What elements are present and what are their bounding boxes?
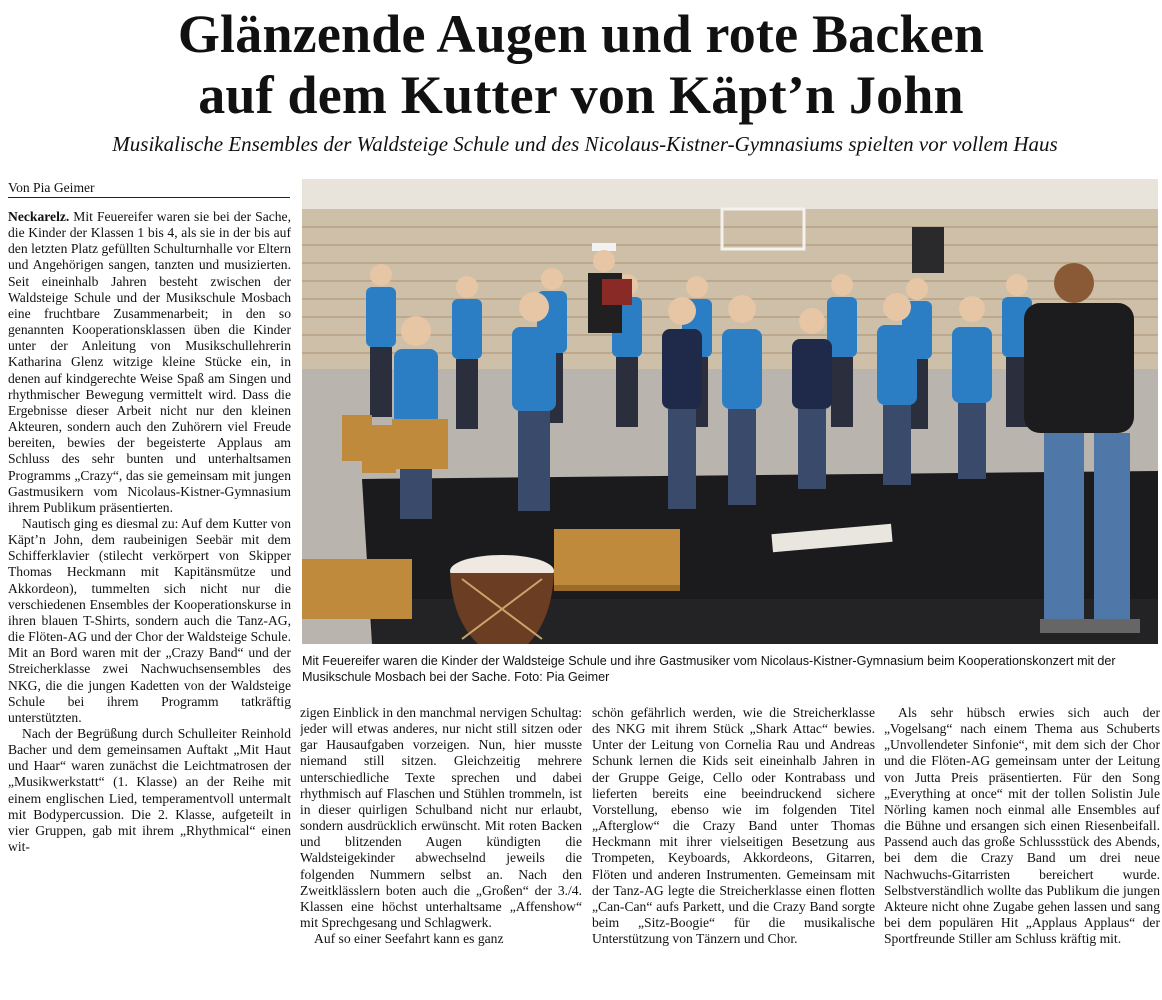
paragraph: schön gefährlich werden, wie die Streicherklasse des NKG mit ihrem Stück „Shark Attac“ bewies. Unter der Leitung von Cornelia Rau und Andreas Schunk lernen die Kids seit eineinhalb Jahren in der Gruppe Geige, Cello oder Kontrabass und lieferten bereits eine beeindruckend sichere Vorstellung, ebenso wie im folgenden Titel „Afterglow“ die Crazy Band unter Thomas Heckmann mit ihrer vielseitigen Besetzung aus Trompeten, Keyboards, Akkordeons, Gitarren, Flöten und anderen Instrumenten. Gemeinsam mit der Tanz-AG legte die Streicherklasse einen flotten „Can-Can“ aufs Parkett, und die Crazy Band sorgte beim „Sitz-Boogie“ für die musikalische Unterstützung von Tänzern und Chor. bbox=[592, 705, 875, 947]
subheadline: Musikalische Ensembles der Waldsteige Schule und des Nicolaus-Kistner-Gymnasiums spielten vor vollem Haus bbox=[112, 132, 1058, 156]
paragraph: Auf so einer Seefahrt kann es ganz bbox=[314, 931, 504, 947]
headline bbox=[0, 4, 1162, 126]
photo-credit: Foto: Pia Geimer bbox=[514, 670, 610, 684]
headline-line-2: auf dem Kutter von Käpt’n John bbox=[198, 65, 964, 125]
article-column-4 bbox=[884, 705, 1160, 999]
paragraph: zigen Einblick in den manchmal nervigen Schultag: jeder will etwas anderes, nur nicht still sitzen oder gar Hausaufgaben vorzeigen. Nun, hier musste niemand still sitzen. Gleichzeitig mehrere unterschiedliche Texte sprechen und dabei rhythmisch auf Flaschen und Stühlen trommeln, ist in dieser quirligen Schulband nicht nur erlaubt, sondern ausdrücklich erwünscht. Mit roten Backen und blitzenden Augen kündigten die Waldsteigekinder abwechselnd jeweils die folgenden Nummern selbst an. Nach den Zweitklässlern boten auch die „Großen“ der 3./4. Klassen eine höchst unterhaltsame „Affenshow“ mit Sprechgesang und Schlagwerk. bbox=[300, 705, 582, 931]
ceiling bbox=[302, 179, 1158, 209]
paragraph bbox=[8, 209, 291, 516]
article-column-1 bbox=[8, 209, 291, 999]
photo-caption bbox=[302, 653, 1162, 685]
article-column-3 bbox=[592, 705, 875, 999]
concert-photo bbox=[302, 179, 1158, 644]
concert-photo-illustration bbox=[302, 179, 1158, 644]
paragraph: Nach der Begrüßung durch Schulleiter Reinhold Bacher und dem gemeinsamen Auftakt „Mit Haut und Haar“ waren zunächst die Leichtmatrosen der „Musikwerkstatt“ (1. Klasse) an der Reihe mit einem englischen Lied, temperamentvoll untermalt mit Bodypercussion. Die 2. Klasse, aufgeteilt in vier Gruppen, gab mit ihrem „Rhythmical“ einen wit- bbox=[8, 726, 291, 855]
article-column-2 bbox=[300, 705, 582, 999]
dateline: Neckarelz. bbox=[8, 209, 70, 224]
byline: Von Pia Geimer bbox=[8, 180, 290, 198]
paragraph: Als sehr hübsch erwies sich auch der „Vogelsang“ nach einem Thema aus Schuberts „Unvollendeter Sinfonie“, mit dem sich der Chor und die Flöten-AG gemeinsam unter der Leitung von Jutta Preis präsentierten. Für den Song „Everything at once“ mit der tollen Solistin Jule Nörling kamen noch einmal alle Ensembles auf die Bühne und ersangen sich einen Riesenbeifall. Passend auch das große Schlussstück des Abends, bei dem die Crazy Band um drei neue Nachwuchs-Gitarristen bereichert wurde. Selbstverständlich wollte das Publikum die jungen Akteure nicht ohne Zugabe gehen lassen und sang bei dem populären Hit „Applaus Applaus“ der Sportfreunde Stiller am Schluss kräftig mit. bbox=[884, 705, 1160, 947]
speaker bbox=[912, 227, 944, 273]
paragraph-text: Mit Feuereifer waren sie bei der Sache, die Kinder der Klassen 1 bis 4, als sie in der bis auf den letzten Platz gefüllten Schulturnhalle vor Eltern und Angehörigen sangen, tanzten und musizierten. Seit eineinhalb Jahren besteht zwischen der Waldsteige Schule und der Musikschule Mosbach eine fruchtbare Zusammenarbeit; in den so genannten Kooperationsklassen üben die Kinder unter der Anleitung von Musikschullehrerin Katharina Glenz witzige kleine Stücke ein, in denen auf kindgerechte Weise Spaß am Singen und rhythmischer Bewegung vermittelt wird. Dass die Ergebnisse dieser Arbeit nicht nur den kleinen Akteuren, sondern auch den Zuhörern viel Freude bereiten, bewies der begeisterte Applaus am Schluss des sehr bunten und unterhaltsamen Programms „Crazy“, das sie gemeinsam mit jungen Gastmusikern vom Nicolaus-Kistner-Gymnasium ihrem Publikum präsentierten. bbox=[8, 209, 291, 515]
headline-line-1: Glänzende Augen und rote Backen bbox=[177, 4, 985, 64]
photo-caption-text: Mit Feuereifer waren die Kinder der Waldsteige Schule und ihre Gastmusiker vom Nicolaus-Kistner-Gymnasium beim Kooperationskonzert mit der Musikschule Mosbach bei der Sache. bbox=[302, 654, 1116, 684]
paragraph: Nautisch ging es diesmal zu: Auf dem Kutter von Käpt’n John, dem raubeinigen Seebär mit dem Schifferklavier (stilecht verkörpert von Skipper Thomas Heckmann mit Kapitänsmütze und Akkordeon), tummelten sich nicht nur die verschiedenen Ensembles der Kooperationskurse in ihren blauen T-Shirts, sondern auch die Tanz-AG, die Flöten-AG und der Chor der Waldsteige Schule. Mit an Bord waren mit der „Crazy Band“ und der Streicherklasse zwei Nachwuchsensembles des NKG, die die jungen Kadetten von der Waldsteige Schule bei ihrem Programm tatkräftig unterstützten. bbox=[8, 515, 291, 725]
